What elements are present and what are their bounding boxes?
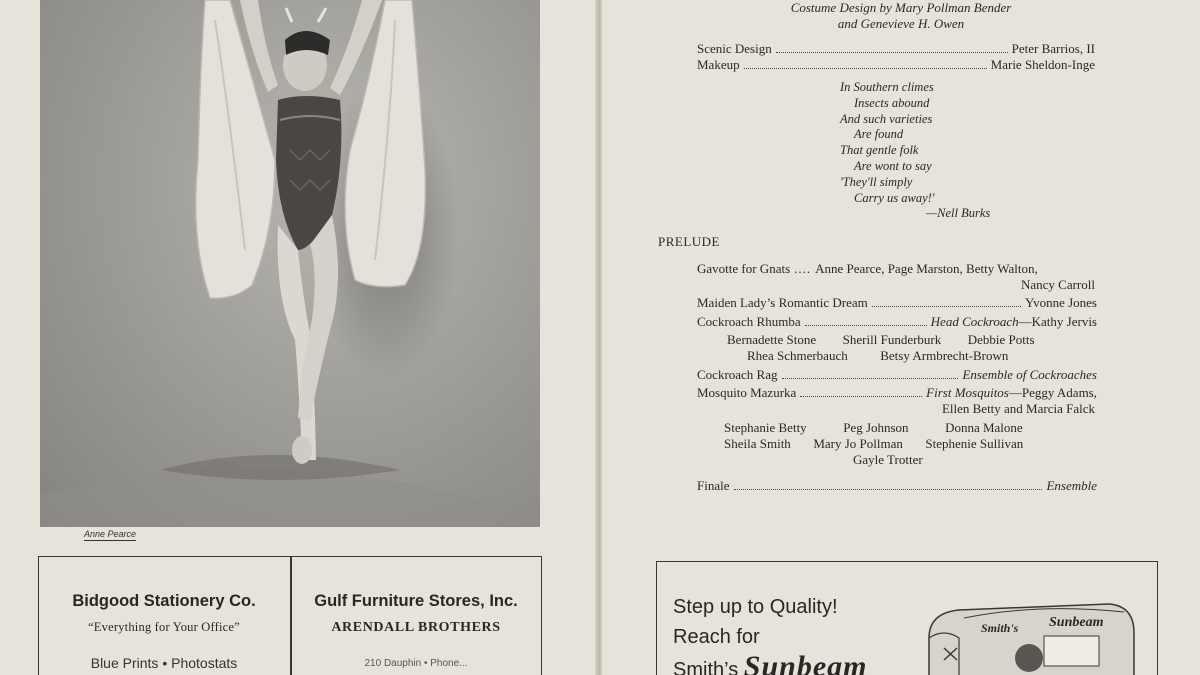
dancer-illustration <box>40 0 540 527</box>
ad-brand-prefix: Smith’s <box>673 659 739 675</box>
poem-line: 'They'll simply <box>840 174 913 189</box>
dancer-name: Betsy Armbrecht-Brown <box>880 348 1009 363</box>
ad-title: Gulf Furniture Stores, Inc. <box>314 592 518 610</box>
dancer-name: Bernadette Stone <box>727 332 817 347</box>
number-dancers: Ensemble <box>1046 478 1097 493</box>
sunbeam-bread-ad <box>656 561 1158 675</box>
dancer-name: Gayle Trotter <box>853 452 923 467</box>
dancer-name: Rhea Schmerbauch <box>747 348 848 363</box>
poem-author: —Nell Burks <box>926 206 991 221</box>
number-dancers: Ellen Betty and Marcia Falck <box>941 401 1095 416</box>
program-mazurka-cont <box>942 401 1095 417</box>
dancer-name: Stephenie Sullivan <box>925 436 1024 451</box>
credit-scenic-design <box>697 41 1095 57</box>
number-title: Mosquito Mazurka <box>697 385 797 400</box>
dancer-name: Mary Jo Pollman <box>813 436 903 451</box>
program-gavotte <box>697 261 1097 277</box>
mosquito-names-row3 <box>853 452 923 468</box>
number-dancers: Nancy Carroll <box>1020 277 1095 292</box>
credit-name: Peter Barrios, II <box>1011 41 1095 56</box>
credit-makeup <box>697 57 1095 73</box>
poem-line: And such varieties <box>840 111 933 126</box>
program-gavotte-cont <box>1021 277 1095 293</box>
dancer-name: Sherill Funderburk <box>842 332 942 347</box>
number-title: Cockroach Rag <box>697 367 778 382</box>
dot-leader: .... <box>794 261 812 276</box>
advertisement-box <box>38 556 542 675</box>
ad-line: Reach for <box>673 626 760 648</box>
ad-line <box>673 652 868 675</box>
number-dancers: Anne Pearce, Page Marston, Betty Walton, <box>815 261 1038 276</box>
dancer-name: Stephanie Betty <box>724 420 807 435</box>
dot-leader <box>805 316 927 326</box>
bread-loaf-illustration <box>919 598 1139 675</box>
ad-address: 210 Dauphin • Phone... <box>364 658 468 669</box>
poem <box>840 80 990 222</box>
poem-line: That gentle folk <box>840 143 919 158</box>
bidgood-ad <box>39 557 289 675</box>
dot-leader <box>872 297 1021 307</box>
dancer-photo <box>40 0 540 527</box>
poem-line: Insects abound <box>854 95 930 110</box>
program-finale <box>697 478 1097 494</box>
costume-credit-line2: and Genevieve H. Owen <box>837 16 965 31</box>
photo-caption: Anne Pearce <box>84 529 137 539</box>
ad-tagline: ARENDALL BROTHERS <box>331 620 501 635</box>
dot-leader <box>800 387 922 397</box>
ad-line: Step up to Quality! <box>673 596 838 618</box>
ad-brand: Sunbeam <box>743 650 868 675</box>
ad-title: Bidgood Stationery Co. <box>72 592 256 610</box>
prelude-heading: PRELUDE <box>658 234 720 249</box>
number-title: Finale <box>697 478 730 493</box>
poem-line: In Southern climes <box>840 80 934 94</box>
poem-line: Carry us away!' <box>854 190 935 205</box>
poem-line: Are wont to say <box>854 158 932 173</box>
mosquito-names-row2 <box>724 436 1023 452</box>
ad-copy <box>673 592 868 675</box>
program-rhumba <box>697 314 1097 330</box>
number-dancers: Yvonne Jones <box>1025 295 1097 310</box>
program-mazurka <box>697 385 1097 401</box>
gulf-furniture-ad <box>291 557 541 675</box>
dancer-name: Peg Johnson <box>843 420 909 435</box>
left-page <box>0 0 598 675</box>
costume-credit-line1: Costume Design by Mary Pollman Bender <box>790 0 1012 15</box>
number-dancers: —Peggy Adams, <box>1008 385 1097 400</box>
ad-services: Blue Prints • Photostats <box>90 655 238 671</box>
bread-label-smiths: Smith's <box>981 621 1019 635</box>
number-dancers: —Kathy Jervis <box>1018 314 1097 329</box>
dancer-name: Sheila Smith <box>724 436 791 451</box>
dot-leader <box>782 369 959 379</box>
rhumba-names-row2 <box>747 348 1008 364</box>
program-maiden <box>697 295 1097 311</box>
number-role: Head Cockroach <box>930 314 1019 329</box>
bread-label-sunbeam: Sunbeam <box>1049 615 1104 630</box>
credit-role: Scenic Design <box>697 41 772 56</box>
number-title: Maiden Lady’s Romantic Dream <box>697 295 868 310</box>
number-dancers: Ensemble of Cockroaches <box>962 367 1097 382</box>
number-title: Gavotte for Gnats <box>697 261 791 276</box>
dot-leader <box>734 480 1043 490</box>
program-rag <box>697 367 1097 383</box>
right-page <box>602 0 1200 675</box>
dot-leader <box>744 59 987 69</box>
rhumba-names-row1 <box>727 332 1035 348</box>
dot-leader <box>776 43 1008 53</box>
ad-tagline: “Everything for Your Office” <box>88 620 240 634</box>
number-title: Cockroach Rhumba <box>697 314 801 329</box>
poem-line: Are found <box>854 127 904 142</box>
dancer-name: Donna Malone <box>945 420 1023 435</box>
number-role: First Mosquitos <box>926 385 1009 400</box>
credit-name: Marie Sheldon-Inge <box>990 57 1095 72</box>
credit-role: Makeup <box>697 57 740 72</box>
dancer-name: Debbie Potts <box>967 332 1035 347</box>
mosquito-names-row1 <box>724 420 1023 436</box>
